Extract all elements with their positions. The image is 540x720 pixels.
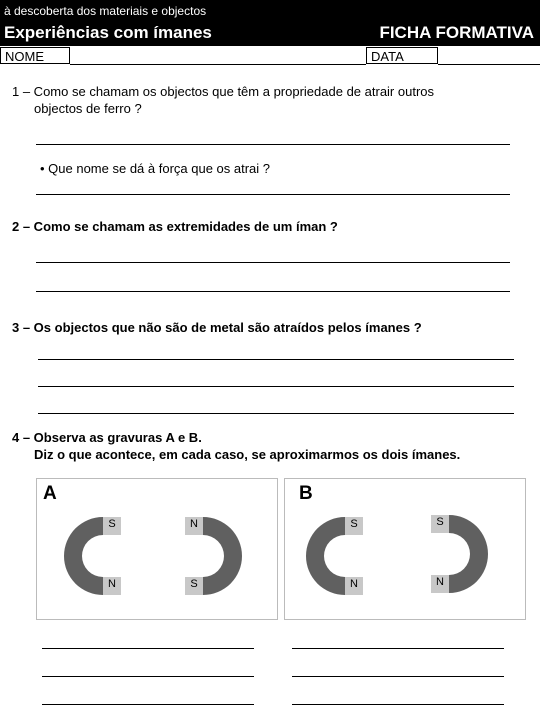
answer-line-a[interactable] [42, 704, 254, 705]
answer-line-b[interactable] [292, 704, 504, 705]
answer-line[interactable] [36, 291, 510, 292]
answer-line[interactable] [36, 262, 510, 263]
figure-b-drawing [285, 479, 525, 619]
question-1-line-2: objectos de ferro ? [34, 101, 142, 116]
pole-label: S [190, 578, 198, 590]
figure-a-label: A [43, 483, 57, 504]
series-title: à descoberta dos materiais e objectos [4, 4, 207, 18]
question-1-sub: • Que nome se dá à força que os atrai ? [40, 161, 271, 176]
nome-field[interactable] [70, 64, 366, 65]
figure-a-drawing [37, 479, 277, 619]
nome-label: NOME [0, 47, 70, 64]
answer-line-b[interactable] [292, 676, 504, 677]
pole-label: S [108, 518, 116, 530]
figure-b [284, 478, 526, 620]
header-bar [0, 0, 540, 46]
answer-line[interactable] [36, 144, 510, 145]
question-1-line-1: 1 – Como se chamam os objectos que têm a propriedade de atrair outros [12, 84, 435, 99]
form-title: FICHA FORMATIVA [379, 23, 534, 42]
data-field[interactable] [438, 64, 540, 65]
pole-label: N [108, 578, 116, 590]
pole-label: N [436, 576, 444, 588]
answer-line-b[interactable] [292, 648, 504, 649]
answer-line[interactable] [36, 194, 510, 195]
answer-line[interactable] [38, 359, 514, 360]
answer-line-a[interactable] [42, 648, 254, 649]
data-label: DATA [366, 47, 438, 64]
figure-b-label: B [299, 483, 313, 504]
pole-label: S [436, 516, 444, 528]
question-4-line-1: 4 – Observa as gravuras A e B. [12, 430, 202, 445]
answer-line-a[interactable] [42, 676, 254, 677]
figure-a [36, 478, 278, 620]
question-2: 2 – Como se chamam as extremidades de um íman ? [12, 219, 338, 234]
question-3: 3 – Os objectos que não são de metal são atraídos pelos ímanes ? [12, 320, 422, 335]
question-4-line-2: Diz o que acontece, em cada caso, se aproximarmos os dois ímanes. [34, 447, 461, 462]
pole-label: N [190, 518, 198, 530]
answer-line[interactable] [38, 413, 514, 414]
answer-line[interactable] [38, 386, 514, 387]
pole-label: S [350, 518, 358, 530]
pole-label: N [350, 578, 358, 590]
worksheet-title: Experiências com ímanes [4, 23, 212, 42]
